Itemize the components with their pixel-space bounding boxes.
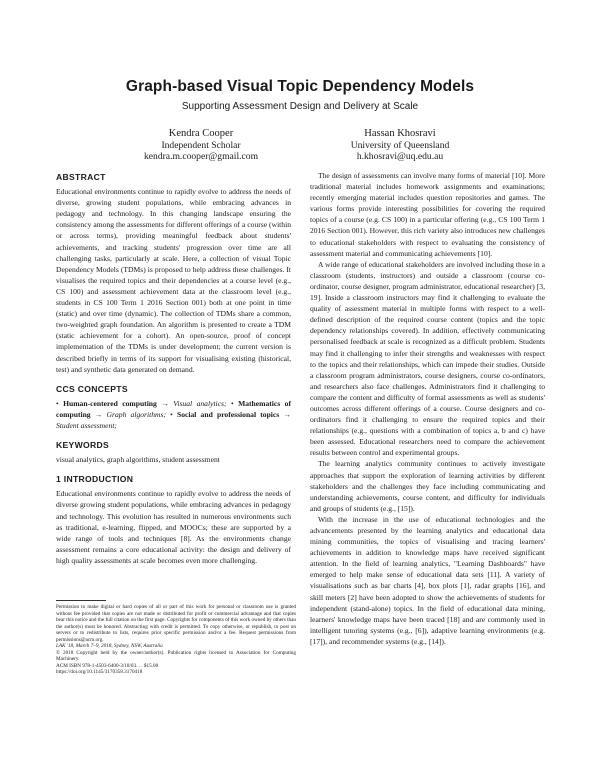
author-name: Kendra Cooper bbox=[168, 128, 234, 139]
body-paragraph: A wide range of educational stakeholders are involved including those in a classroom (students, instructors) and outside a classroom (course co-ordinator, course designer, program administrator, educational researcher) [3, 19]. Inside a classroom instructors may find it challenging to evaluate the quality of assessment material in multiple forms with respect to a well-defined description of the required course content (topics and the topic dependency relationships covered). In addition, effectively communicating personalised feedback at scale is recognized as a difficult problem. Students may find it challenging to infer their strengths and weaknesses with respect to the topics and their relationships, which can impede their studies. Outside a classroom program administrators, course designers, course co-ordinators, and researchers also face challenges. Administrators find it challenging to compare the content and difficulty of formal assessments as well as students' outcomes across different offerings of a course. Course designers and co-ordinators find it challenging to ensure the required topics and their relationships (e.g., questions with a combination of topics a, b and c) have been assessed. Educational researchers need to compare the achievement results between control and experimental groups. bbox=[310, 259, 545, 458]
author-email[interactable]: h.khosravi@uq.edu.au bbox=[356, 151, 444, 162]
author-block-1 bbox=[101, 128, 301, 163]
paper-title: Graph-based Visual Topic Dependency Models bbox=[125, 78, 475, 95]
ccs-italic: Student assessment; bbox=[56, 420, 117, 430]
introduction-text: Educational environments continue to rapidly evolve to address the needs of diverse growing student populations, while embracing advances in pedagogy and technology. This evolution has resulted in numerous environments such as traditional, e-learning, flipped, and MOOCs; these are supported by a wide range of tools and techniques [8]. As the environments change assessment remains a core educational activity: the design and delivery of high quality assessments at scale becomes even more challenging. bbox=[56, 489, 291, 565]
keywords-text: visual analytics, graph algorithms, student assessment bbox=[56, 455, 220, 465]
permission-notice: Permission to make digital or hard copies of all or part of this work for personal or classroom use is granted without fee provided that copies are not made or distributed for profit or commercial advantage and that copies bear this notice and the full citation on the first page. Copyrights for components of this work owned by others than the author(s) must be honored. Abstracting with credit is permitted. To copy otherwise, or republish, to post on servers or to redistribute to lists, requires prior specific permission and/or a fee. Request permissions from permissions@acm.org. bbox=[56, 604, 296, 643]
ccs-heading: CCS CONCEPTS bbox=[56, 383, 128, 394]
ccs-arrow: → bbox=[90, 409, 107, 419]
copyright-line: © 2018 Copyright held by the owner/author(s). Publication rights licensed to Association for Computing Machinery. bbox=[56, 649, 296, 662]
ccs-bold: Mathematics of computing bbox=[56, 398, 291, 419]
body-paragraph: The design of assessments can involve many forms of material [10]. More traditional material includes homework assignments and examinations; recently emerging material includes question repositories and games. The various forms provide interesting possibilities for covering the required topics of a course (e.g. CS 100) in a particular offering (e.g., CS 100 Term 1 2016 Section 001). However, this rich variety also introduces new challenges to educational stakeholders with respect to evaluating the consistency of assessment material and communicating achievements [10]. bbox=[310, 171, 545, 258]
copyright-footnote bbox=[56, 600, 296, 676]
abstract-text: Educational environments continue to rapidly evolve to address the needs of diverse, growing student populations, while embracing advances in pedagogy and technology. In this changing landscape ensuring the consistency among the assessments for different offerings of a course (within or across terms), providing meaningful feedback about students' achievements, and tracking students' progression over time are all challenging tasks, particularly at scale. Here, a collection of visual Topic Dependency Models (TDMs) is proposed to help address these challenges. It visualises the required topics and their dependencies at a course level (e.g., CS 100) and assessment achievement data at the classroom level (e.g., students in CS 100 Term 1 2016 Section 001) both at one point in time (static) and over time (dynamic). The collection of TDMs share a common, two-weighted graph foundation. An algorithm is presented to create a TDM (static achievement for a cohort). An open-source, proof of concept implementation of the TDMs is under development; the current version is described briefly in terms of its support for visualising existing (historical, test) and synthetic data generated on demand. bbox=[56, 187, 291, 374]
ccs-italic: Visual analytics; bbox=[173, 398, 227, 408]
abstract-section bbox=[56, 172, 291, 375]
ccs-arrow: → bbox=[156, 398, 174, 408]
ccs-sep: • bbox=[165, 409, 177, 419]
doi-link[interactable]: https://doi.org/10.1145/3170358.3170418 bbox=[56, 669, 143, 675]
ccs-bold: Human-centered computing bbox=[63, 398, 157, 408]
ccs-arrow: → bbox=[279, 409, 291, 419]
author-affiliation: University of Queensland bbox=[350, 139, 450, 151]
left-column bbox=[56, 172, 291, 575]
paper-subtitle: Supporting Assessment Design and Delivery at Scale bbox=[181, 101, 419, 112]
ccs-italic: Graph algorithms; bbox=[106, 409, 166, 419]
author-affiliation: Independent Scholar bbox=[161, 139, 241, 151]
author-block-2 bbox=[300, 128, 500, 163]
body-paragraph: The learning analytics community continues to actively investigate approaches that support the exploration of learning activities by different stakeholders and the challenges they face including communicating and understanding achievements, course content, and difficulty for individuals and groups of students (e.g., [15]). bbox=[310, 459, 545, 513]
introduction-heading: 1 INTRODUCTION bbox=[56, 474, 134, 485]
author-name: Hassan Khosravi bbox=[364, 128, 436, 139]
footnote-rule bbox=[56, 600, 106, 601]
keywords-heading: KEYWORDS bbox=[56, 440, 110, 451]
ccs-bold: Social and professional topics bbox=[176, 409, 280, 419]
isbn-line: ACM ISBN 978-1-4503-6400-3/18/03. . . $15.00 bbox=[56, 662, 159, 669]
ccs-sep: • bbox=[226, 398, 239, 408]
abstract-heading: ABSTRACT bbox=[56, 172, 106, 182]
body-paragraph: With the increase in the use of educational technologies and the advancements presented by the learning analytics and educational data mining communities, the topics of visualising and tracing learners' achievements in addition to knowledge maps have received significant attention. In the field of learning analytics, "Learning Dashboards" have emerged to help make sense of educational data sets [11]. A variety of visualisations such as bar charts [4], box plots [1], radar graphs [16], and skill meters [2] have been adopted to show the achievements of students for independent (stand-alone) topics. In the field of educational data mining, learners' knowledge maps have been traced [18] and are commonly used in intelligent tutoring systems (e.g., [6]), adaptive learning environments (e.g. [17]), and recommender systems (e.g., [14]). bbox=[310, 514, 545, 646]
ccs-section bbox=[56, 384, 291, 431]
author-email[interactable]: kendra.m.cooper@gmail.com bbox=[143, 151, 259, 162]
venue-line: LAK '18, March 7–9, 2018, Sydney, NSW, Australia bbox=[56, 643, 163, 649]
ccs-concepts-list: • Human-centered computing → Visual analytics; • Mathematics of computing → Graph algorithms; • Social and professional topics → Student assessment; bbox=[56, 398, 291, 430]
introduction-section bbox=[56, 474, 291, 566]
keywords-section bbox=[56, 440, 291, 465]
right-column bbox=[310, 170, 545, 647]
